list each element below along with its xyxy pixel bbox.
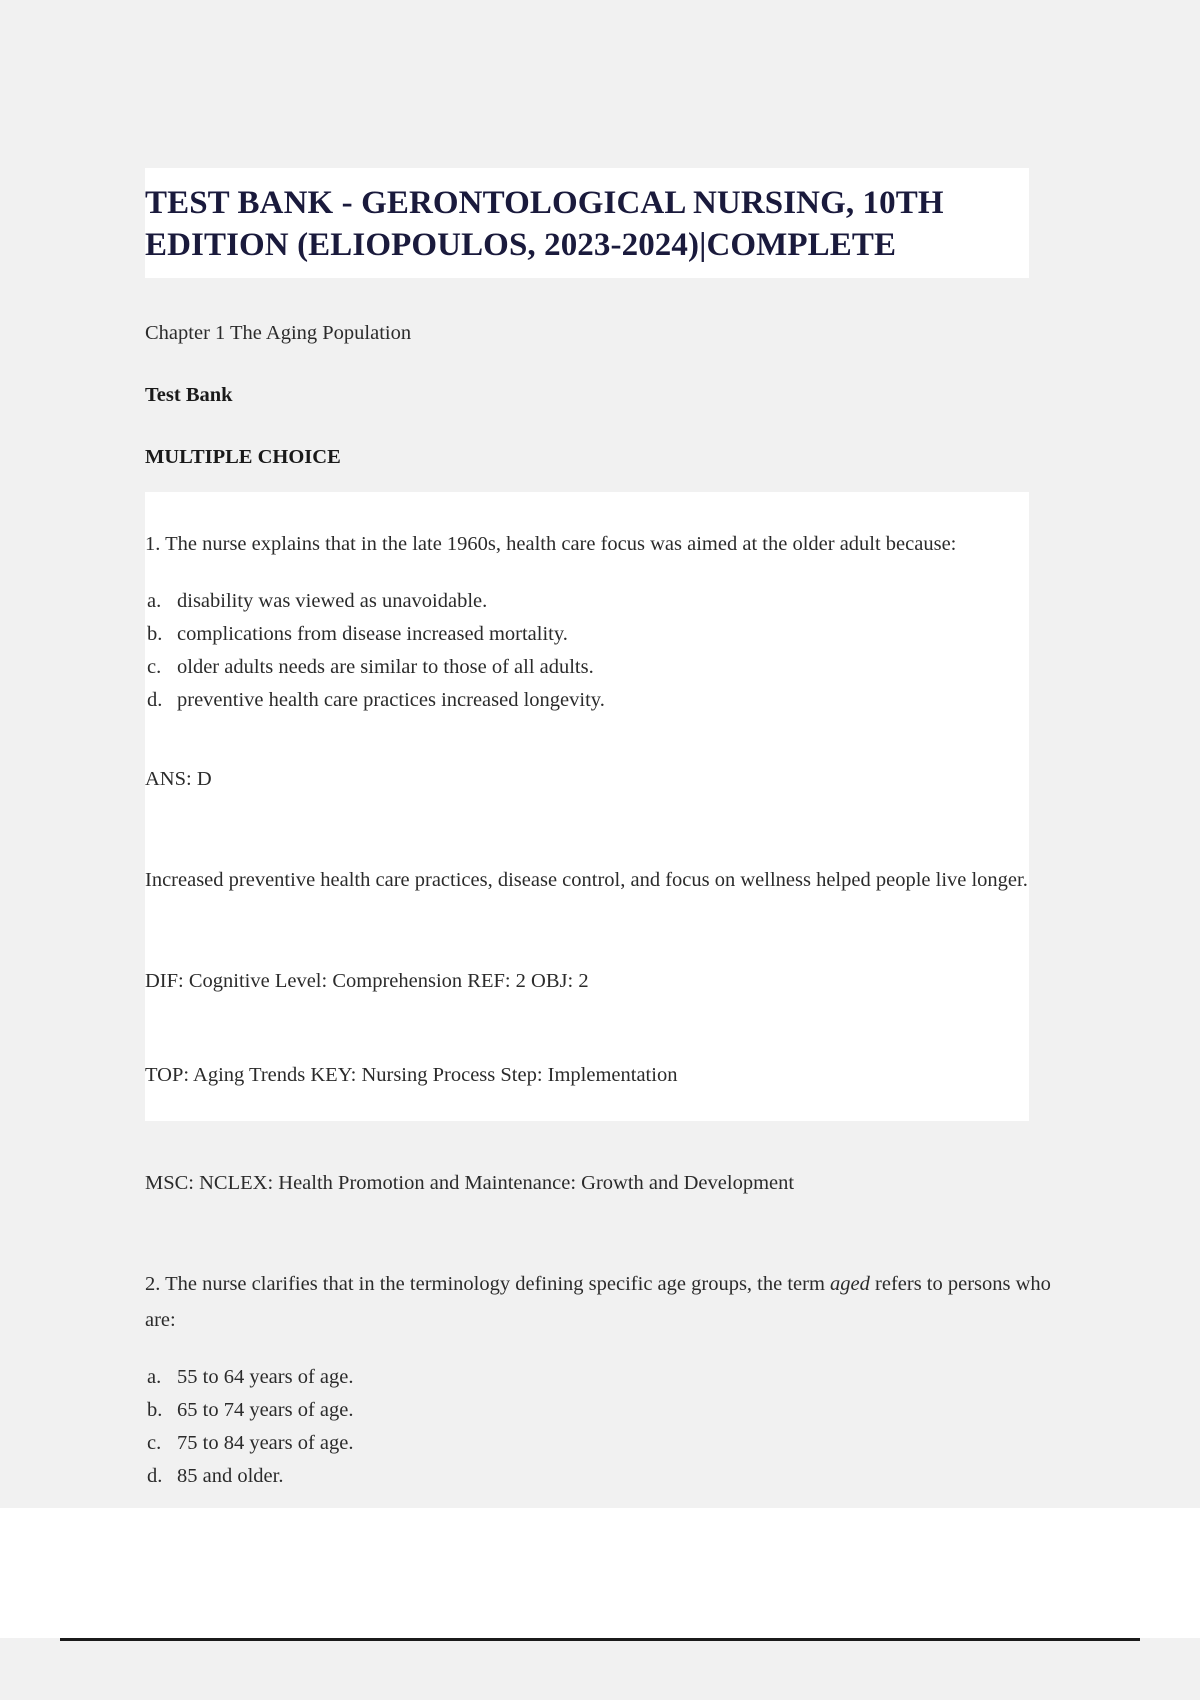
choice-label: a.	[147, 589, 162, 612]
choice-item	[147, 618, 1029, 651]
question-1-block	[145, 492, 1029, 1121]
choice-item	[147, 1361, 1055, 1394]
page-title: TEST BANK - GERONTOLOGICAL NURSING, 10TH EDITION (ELIOPOULOS, 2023-2024)|COMPLETE	[145, 185, 944, 264]
choice-text: 75 to 84 years of age.	[177, 1431, 354, 1454]
choice-item	[147, 684, 1029, 717]
question-2-stem	[145, 1266, 1055, 1339]
choice-item	[147, 1427, 1055, 1460]
choice-label: b.	[147, 622, 163, 645]
choice-label: c.	[147, 656, 162, 679]
chapter-line: Chapter 1 The Aging Population	[145, 322, 412, 345]
section-label: Test Bank	[145, 384, 233, 407]
choice-label: d.	[147, 689, 163, 712]
choice-text: older adults needs are similar to those of all adults.	[177, 656, 594, 679]
question-2-stem-term: aged	[830, 1272, 870, 1295]
choice-label: a.	[147, 1365, 162, 1388]
choice-label: b.	[147, 1398, 163, 1421]
question-2-stem-part1: 2. The nurse clarifies that in the terminology defining specific age groups, the term	[145, 1272, 831, 1295]
question-1-choices	[145, 585, 1029, 718]
question-2-choices	[145, 1361, 1055, 1494]
title-block	[145, 168, 1029, 278]
choice-item	[147, 585, 1029, 618]
question-2-stem-part2: refers to persons who are:	[145, 1272, 1051, 1332]
question-1-msc-line: MSC: NCLEX: Health Promotion and Maintenance: Growth and Development	[145, 1171, 795, 1194]
choice-text: preventive health care practices increased longevity.	[177, 689, 605, 712]
question-1-stem: 1. The nurse explains that in the late 1960s, health care focus was aimed at the older adult because:	[145, 533, 957, 556]
question-1-rationale: Increased preventive health care practices, disease control, and focus on wellness helped people live longer.	[145, 869, 1028, 892]
choice-item	[147, 1394, 1055, 1427]
choice-text: 85 and older.	[177, 1465, 284, 1488]
question-1-answer: ANS: D	[145, 768, 212, 791]
choice-label: d.	[147, 1465, 163, 1488]
page-footer-rule	[60, 1638, 1140, 1641]
document-content	[145, 168, 1055, 1587]
question-1-dif-line: DIF: Cognitive Level: Comprehension REF: 2 OBJ: 2	[145, 969, 589, 992]
choice-label: c.	[147, 1431, 162, 1454]
question-1-top-line: TOP: Aging Trends KEY: Nursing Process Step: Implementation	[145, 1063, 678, 1086]
choice-item	[147, 1460, 1055, 1493]
choice-text: disability was viewed as unavoidable.	[177, 589, 488, 612]
page-footer-area	[0, 1508, 1200, 1638]
choice-item	[147, 651, 1029, 684]
choice-text: 65 to 74 years of age.	[177, 1398, 354, 1421]
question-type-heading: MULTIPLE CHOICE	[145, 446, 341, 468]
choice-text: 55 to 64 years of age.	[177, 1365, 354, 1388]
choice-text: complications from disease increased mortality.	[177, 622, 568, 645]
